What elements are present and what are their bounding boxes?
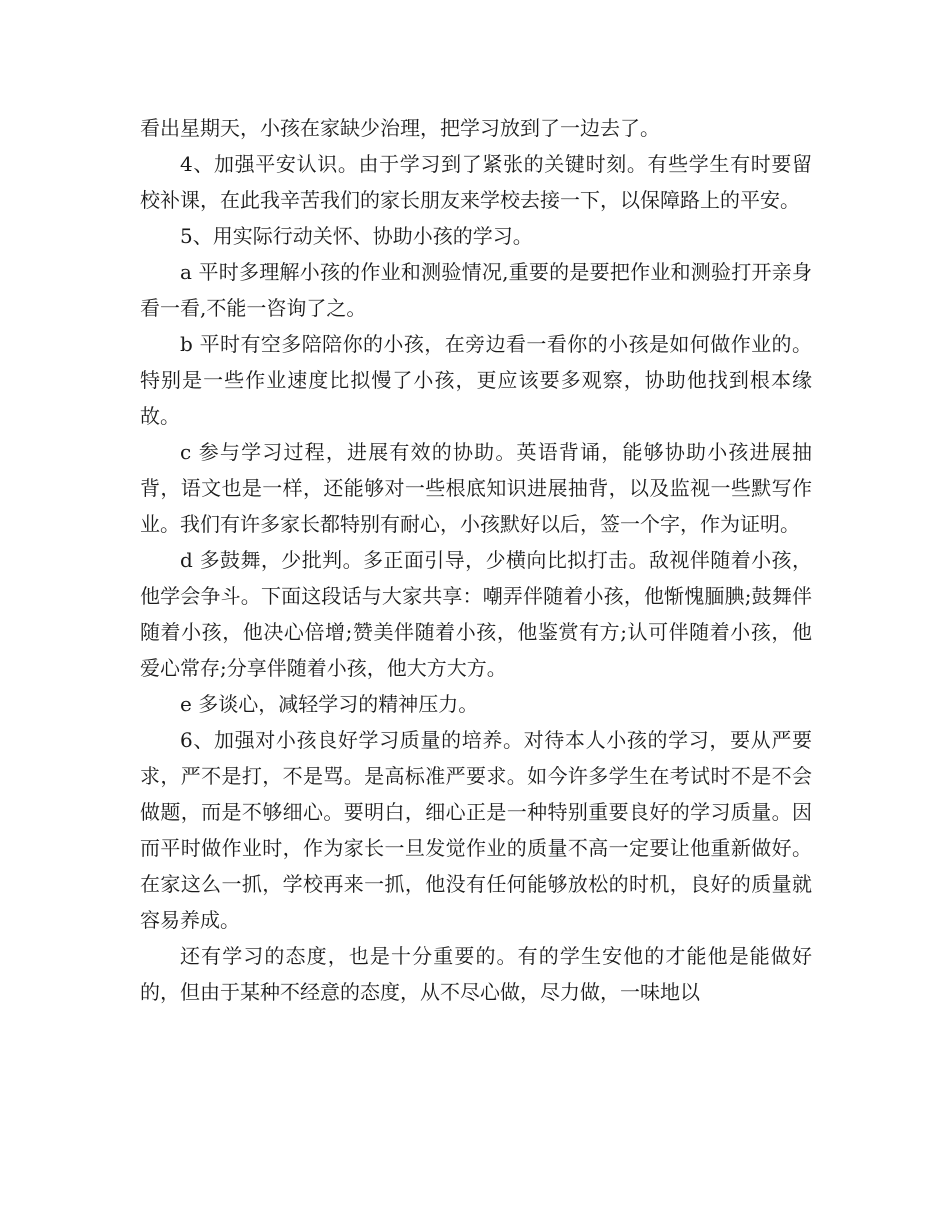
paragraph-item-4: 4、加强平安认识。由于学习到了紧张的关键时刻。有些学生有时要留校补课，在此我辛苦我们的家长朋友来学校去接一下，以保障路上的平安。 [140, 152, 812, 212]
document-body [140, 110, 812, 1010]
paragraph-attitude: 还有学习的态度，也是十分重要的。有的学生安他的才能他是能做好的，但由于某种不经意的态度，从不尽心做，尽力做，一味地以 [140, 944, 812, 1004]
paragraph-item-6: 6、加强对小孩良好学习质量的培养。对待本人小孩的学习，要从严要求，严不是打，不是骂。是高标准严要求。如今许多学生在考试时不是不会做题，而是不够细心。要明白，细心正是一种特别重要良好的学习质量。因而平时做作业时，作为家长一旦发觉作业的质量不高一定要让他重新做好。在家这么一抓，学校再来一抓，他没有任何能够放松的时机，良好的质量就容易养成。 [140, 728, 812, 932]
paragraph-item-5a: a 平时多理解小孩的作业和测验情况,重要的是要把作业和测验打开亲身看一看,不能一咨询了之。 [140, 260, 812, 320]
paragraph-continuation: 看出星期天，小孩在家缺少治理，把学习放到了一边去了。 [140, 116, 660, 140]
paragraph-item-5: 5、用实际行动关怀、协助小孩的学习。 [180, 224, 533, 248]
paragraph-item-5c: c 参与学习过程，进展有效的协助。英语背诵，能够协助小孩进展抽背，语文也是一样，还能够对一些根底知识进展抽背，以及监视一些默写作业。我们有许多家长都特别有耐心，小孩默好以后，签一个字，作为证明。 [140, 440, 812, 536]
paragraph-item-5d: d 多鼓舞，少批判。多正面引导，少横向比拟打击。敌视伴随着小孩，他学会争斗。下面这段话与大家共享：嘲弄伴随着小孩，他惭愧腼腆;鼓舞伴随着小孩，他决心倍增;赞美伴随着小孩，他鉴赏有方;认可伴随着小孩，他爱心常存;分享伴随着小孩，他大方大方。 [140, 548, 812, 680]
paragraph-item-5e: e 多谈心，减轻学习的精神压力。 [180, 692, 479, 716]
paragraph-item-5b: b 平时有空多陪陪你的小孩，在旁边看一看你的小孩是如何做作业的。特别是一些作业速度比拟慢了小孩，更应该要多观察，协助他找到根本缘故。 [140, 332, 812, 428]
